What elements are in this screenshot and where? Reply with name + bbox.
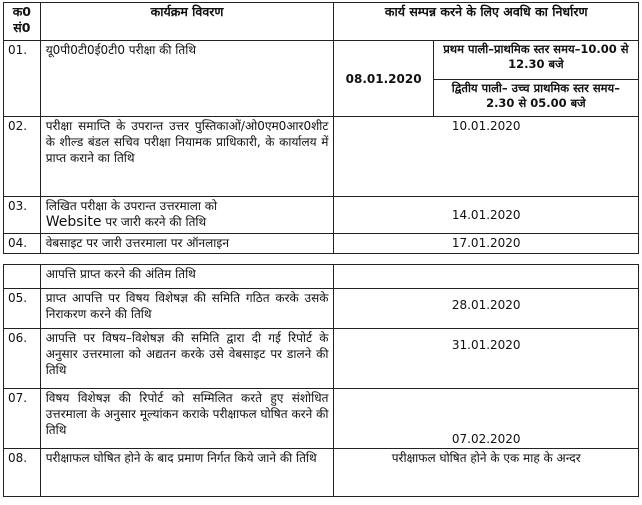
row-number: 02. bbox=[4, 117, 41, 197]
row-description-part: Website bbox=[45, 214, 102, 230]
shift-upper-primary: द्वितीय पाली– उच्च प्राथमिक स्तर समय–2.30 से 05.00 बजे bbox=[433, 80, 638, 117]
row-description: यू0पी0टी0ई0टी0 परीक्षा की तिथि bbox=[40, 41, 334, 117]
row-description: आपत्ति पर विषय–विशेषज्ञ की समिति द्वारा दी गई रिपोर्ट के अनुसार उत्तरमाला को अद्यतन करके उसे वेबसाइट पर डालने की तिथि bbox=[40, 329, 334, 389]
header-serial: क0 सं0 bbox=[4, 3, 41, 41]
row-number: 07. bbox=[4, 389, 41, 449]
header-deadline: कार्य सम्पन्न करने के लिए अवधि का निर्धारण bbox=[334, 3, 639, 41]
row-number: 06. bbox=[4, 329, 41, 389]
row-description: परीक्षाफल घोषित होने के बाद प्रमाण निर्गत किये जाने की तिथि bbox=[40, 449, 334, 497]
row-description: प्राप्त आपत्ति पर विषय विशेषज्ञ की समिति गठित करके उसके निराकरण करने की तिथि bbox=[40, 289, 334, 329]
row-number: 08. bbox=[4, 449, 41, 497]
table-row bbox=[4, 41, 639, 80]
row-date: 28.01.2020 bbox=[334, 289, 639, 329]
table-row bbox=[4, 197, 639, 234]
row-date: 10.01.2020 bbox=[334, 117, 639, 197]
schedule-table-continued bbox=[3, 264, 639, 497]
row-description-part: पर जारी करने की तिथि bbox=[105, 215, 207, 229]
table-row bbox=[4, 329, 639, 389]
row-date: 08.01.2020 bbox=[334, 41, 433, 117]
row-date: परीक्षाफल घोषित होने के एक माह के अन्दर bbox=[334, 449, 639, 497]
table-row bbox=[4, 289, 639, 329]
row-date: 14.01.2020 bbox=[334, 197, 639, 234]
schedule-table bbox=[3, 2, 639, 254]
row-description: परीक्षा समाप्ति के उपरान्त उत्तर पुस्तिकाओं/ओ0एम0आर0शीट के शील्ड बंडल सचिव परीक्षा नियामक प्राधिकारी, के कार्यालय में प्राप्त कराने का तिथि bbox=[40, 117, 334, 197]
shift-primary: प्रथम पाली–प्राथमिक स्तर समय–10.00 से 12.30 बजे bbox=[433, 41, 638, 80]
table-row-continued bbox=[4, 265, 639, 289]
row-description bbox=[40, 197, 334, 234]
row-number: 04. bbox=[4, 234, 41, 254]
table-row bbox=[4, 389, 639, 449]
row-description: आपत्ति प्राप्त करने की अंतिम तिथि bbox=[40, 265, 334, 289]
row-number: 03. bbox=[4, 197, 41, 234]
row-number: 01. bbox=[4, 41, 41, 117]
row-date: 17.01.2020 bbox=[334, 234, 639, 254]
row-description: विषय विशेषज्ञ की रिपोर्ट को सम्मिलित करते हुए संशोधित उत्तरमाला के अनुसार मूल्यांकन कराके परीक्षाफल घोषित करने की तिथि bbox=[40, 389, 334, 449]
table-row bbox=[4, 449, 639, 497]
row-description-part: लिखित परीक्षा के उपरान्त उत्तरमाला को bbox=[45, 199, 218, 213]
row-number: 05. bbox=[4, 289, 41, 329]
header-description: कार्यक्रम विवरण bbox=[40, 3, 334, 41]
row-date: 31.01.2020 bbox=[334, 329, 639, 389]
row-description: वेबसाइट पर जारी उत्तरमाला पर ऑनलाइन bbox=[40, 234, 334, 254]
header-row bbox=[4, 3, 639, 41]
row-date: 07.02.2020 bbox=[334, 389, 639, 449]
table-row bbox=[4, 234, 639, 254]
table-row bbox=[4, 117, 639, 197]
